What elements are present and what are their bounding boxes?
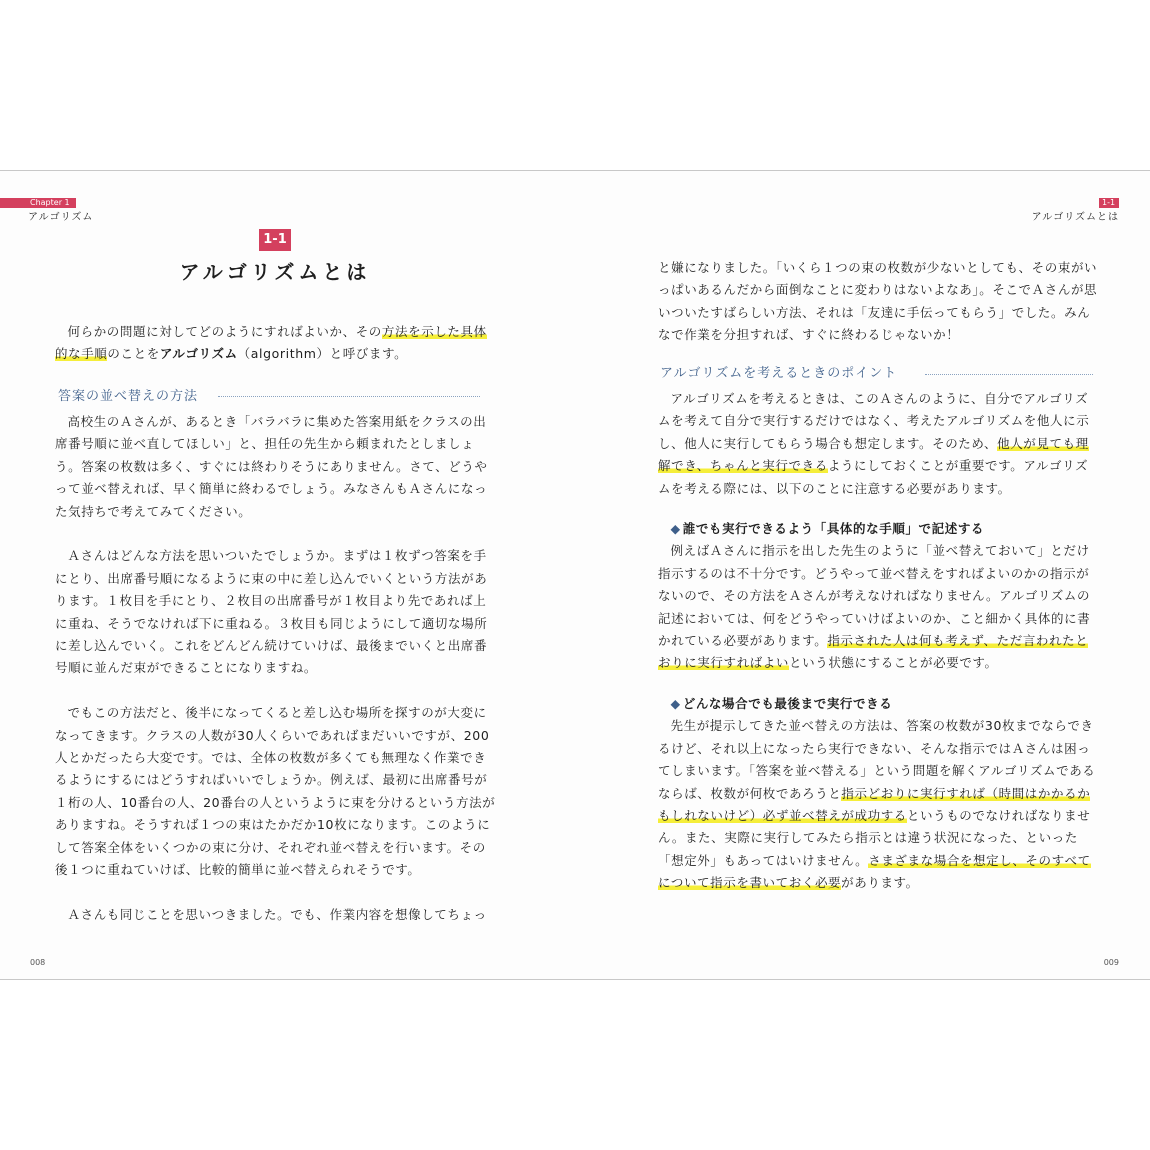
paragraph: 高校生のＡさんが、あるとき「バラバラに集めた答案用紙をクラスの出席番号順に並べ直してほしい」と、担任の先生から頼まれたとしましょう。答案の枚数は多く、すぐには終わりそうにありません。さて、どうやって並べ替えれば、早く簡単に終わるでしょう。みなさんもＡさんになった気持ちで考えてみてください。: [55, 414, 488, 519]
subheading: アルゴリズムを考えるときのポイント: [660, 366, 898, 381]
section-tab: [1099, 198, 1119, 208]
body-text: [55, 411, 497, 926]
bullet-heading: [658, 693, 1098, 715]
section-tab-label: 1-1: [1102, 198, 1116, 207]
chapter-name: アルゴリズム: [28, 212, 94, 223]
paragraph-text: という状態にすることが必要です。: [789, 655, 998, 671]
section-title: アルゴリズムとは: [179, 260, 371, 284]
highlight: さまざまな場合を想定し、そのすべてについて指示を書いておく必要: [658, 852, 1091, 891]
paragraph-text: ようにしておくことが重要です。アルゴリズムを考える際には、以下のことに注意する必要があります。: [658, 458, 1089, 496]
book-spread: [0, 170, 1150, 980]
highlight: 指示どおりに実行すれば（時間はかかるかもしれないけど）必ず並べ替えが成功する: [658, 785, 1091, 823]
subheading-rule: [925, 374, 1093, 375]
right-page: [575, 171, 1150, 979]
chapter-tab-label: Chapter 1: [30, 198, 70, 207]
bullet-title: 誰でも実行できるよう「具体的な手順」で記述する: [682, 521, 985, 537]
diamond-icon: ◆: [670, 695, 681, 711]
paragraph-text: 先生が提示してきた並べ替えの方法は、答案の枚数が30枚までならできるけど、それ以上になったら実行できない、そんな指示ではＡさんは困ってしまいます。「答案を並べ替える」という問題を解くアルゴリズムであるならば、枚数が何枚であろうと: [658, 718, 1096, 801]
intro-highlight: 的な手順: [55, 346, 108, 362]
section-number-badge: 1-1: [259, 229, 291, 251]
intro-text: （algorithm）と呼びます。: [237, 346, 408, 362]
body-text: [658, 388, 1098, 895]
key-term: アルゴリズム: [159, 346, 238, 362]
intro-paragraph: [55, 321, 505, 366]
continued-text: [658, 257, 1098, 347]
page-number: 009: [1103, 958, 1119, 967]
diamond-icon: ◆: [670, 521, 681, 537]
subheading-rule: [218, 396, 480, 397]
paragraph: [658, 540, 1098, 674]
intro-text: のことを: [107, 346, 160, 362]
chapter-tab: [0, 198, 76, 208]
intro-text: 何らかの問題に対してどのようにすればよいか、その: [67, 324, 382, 339]
bullet-heading: [658, 518, 1098, 540]
bullet-title: どんな場合でも最後まで実行できる: [682, 695, 893, 711]
intro-highlight: 方法を示した具体: [381, 324, 487, 339]
page-number: 008: [30, 958, 46, 967]
paragraph-text: アルゴリズムを考えるときは、このＡさんのように、自分でアルゴリズムを考えて自分で実行するだけではなく、考えたアルゴリズムを他人に示し、他人に実行してもらう場合も想定します。そのため、: [658, 391, 1090, 451]
paragraph: [658, 388, 1098, 500]
paragraph-text: 例えばＡさんに指示を出した先生のように「並べ替えておいて」とだけ指示するのは不十分です。どうやって並べ替えをすればよいのかの指示がないので、その方法をＡさんが考えなければなりません。アルゴリズムの記述においては、何をどうやっていけばよいのか、こと細かく具体的に書かれている必要があります。: [658, 543, 1091, 649]
paragraph: と嫌になりました。「いくら１つの束の枚数が少ないとしても、その束がいっぱいあるんだから面倒なことに変わりはないよなあ」。そこでＡさんが思いついたすばらしい方法、それは「友達に手伝ってもらう」でした。みんなで作業を分担すれば、すぐに終わるじゃないか！: [658, 260, 1098, 343]
subheading: 答案の並べ替えの方法: [58, 389, 199, 404]
paragraph-text: というものでなければなりません。また、実際に実行してみたら指示とは違う状況になった、といった「想定外」もあってはいけません。: [658, 807, 1091, 868]
paragraph: Ａさんも同じことを思いつきました。でも、作業内容を想像してちょっ: [67, 906, 487, 922]
highlight: 他人が見ても理解でき、ちゃんと実行できる: [658, 435, 1089, 474]
paragraph-text: があります。: [841, 875, 919, 891]
paragraph: でもこの方法だと、後半になってくると差し込む場所を探すのが大変になってきます。クラスの人数が30人くらいであればまだいいですが、200人とかだったら大変です。では、全体の枚数が多くても無理なく作業できるようにするにはどうすればいいでしょうか。例えば、最初に出席番号が１桁の人、10番台の人、20番台の人というように束を分けるという方法がありますね。そうすれば１つの束はたかだか10枚になります。このようにして答案全体をいくつかの束に分け、それぞれ並べ替えを行います。その後１つに重ねていけば、比較的簡単に並べ替えられそうです。: [55, 705, 496, 878]
left-page: [0, 171, 575, 979]
paragraph: Ａさんはどんな方法を思いついたでしょうか。まずは１枚ずつ答案を手にとり、出席番号順になるように束の中に差し込んでいくという方法があります。１枚目を手にとり、２枚目の出席番号が１枚目より先であれば上に重ね、そうでなければ下に重ねる。３枚目も同じようにして適切な場所に差し込んでいく。これをどんどん続けていけば、最後までいくと出席番号順に並んだ束ができることになりますね。: [55, 548, 488, 676]
paragraph: [658, 715, 1098, 894]
section-name: アルゴリズムとは: [1031, 212, 1119, 223]
highlight: 指示された人は何も考えず、ただ言われたとおりに実行すればよい: [658, 633, 1089, 671]
